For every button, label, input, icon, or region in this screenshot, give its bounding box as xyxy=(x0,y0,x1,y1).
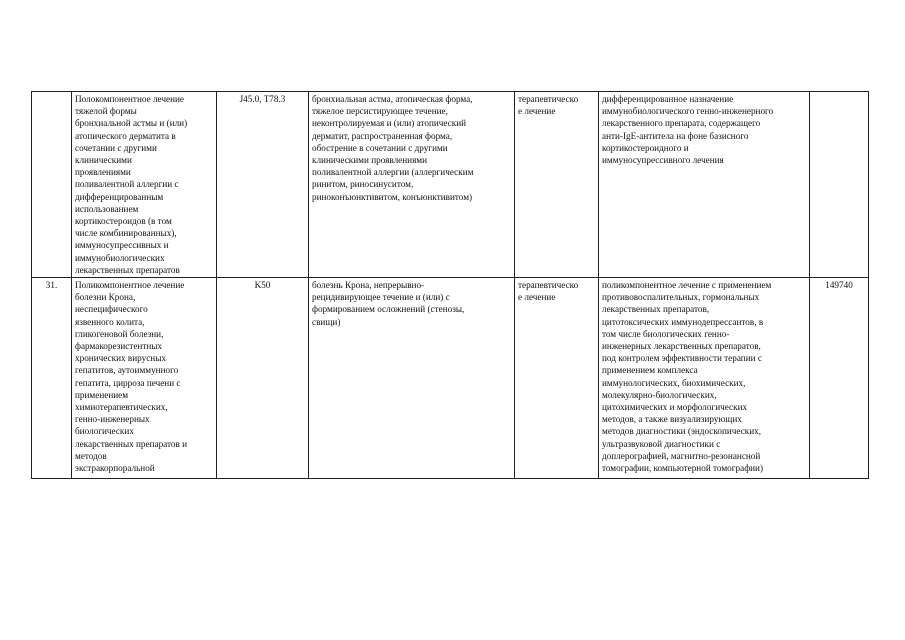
treatment-name-cell: Поликомпонентное лечение болезни Крона, неспецифического язвенного колита, гликогеновой болезни, фармакорезистентных хронических вирусных гепатитов, аутоиммунного гепатита, цирроза печени с применением химиотерапевтических, генно-инженерных биологических лекарственных препаратов и методов экстракорпоральной xyxy=(72,278,217,479)
treatment-type-cell: терапевтическо е лечение xyxy=(515,278,599,479)
table-row xyxy=(32,278,869,479)
row-number-cell: 31. xyxy=(32,278,72,479)
medical-care-table xyxy=(31,91,869,479)
patient-model-cell: болезнь Крона, непрерывно- рецидивирующее течение и (или) с формированием осложнений (стенозы, свищи) xyxy=(309,278,515,479)
price-cell xyxy=(810,92,869,278)
icd-code-cell: J45.0, T78.3 xyxy=(217,92,309,278)
document-page xyxy=(31,91,869,479)
treatment-method-cell: дифференцированное назначение иммунобиологического генно-инженерного лекарственного препарата, содержащего анти-IgE-антитела на фоне базисного кортикостероидного и иммуносупрессивного лечения xyxy=(599,92,810,278)
treatment-method-cell: поликомпонентное лечение с применением противовоспалительных, гормональных лекарственных препаратов, цитотоксических иммунодепрессантов, в том числе биологических генно- инженерных лекарственных препаратов, под контролем эффективности терапии с применением комплекса иммунологических, биохимических, молекулярно-биологических, цитохимических и морфологических методов, а также визуализирующих методов диагностики (эндоскопических, ультразвуковой диагностики с доплерографией, магнитно-резонансной томографии, компьютерной томографии) xyxy=(599,278,810,479)
table-row xyxy=(32,92,869,278)
row-number-cell xyxy=(32,92,72,278)
treatment-type-cell: терапевтическо е лечение xyxy=(515,92,599,278)
treatment-name-cell: Полокомпонентное лечение тяжелой формы бронхиальной астмы и (или) атопического дерматита в сочетании с другими клиническими проявлениями поливалентной аллергии с дифференцированным использованием кортикостероидов (в том числе комбинированных), иммуносупрессивных и иммунобиологических лекарственных препаратов xyxy=(72,92,217,278)
patient-model-cell: бронхиальная астма, атопическая форма, тяжелое персистирующее течение, неконтролируемая и (или) атопический дерматит, распространенная форма, обострение в сочетании с другими клиническими проявлениями поливалентной аллергии (аллергическим ринитом, риносинуситом, риноконъюнктивитом, конъюнктивитом) xyxy=(309,92,515,278)
icd-code-cell: K50 xyxy=(217,278,309,479)
price-cell: 149740 xyxy=(810,278,869,479)
